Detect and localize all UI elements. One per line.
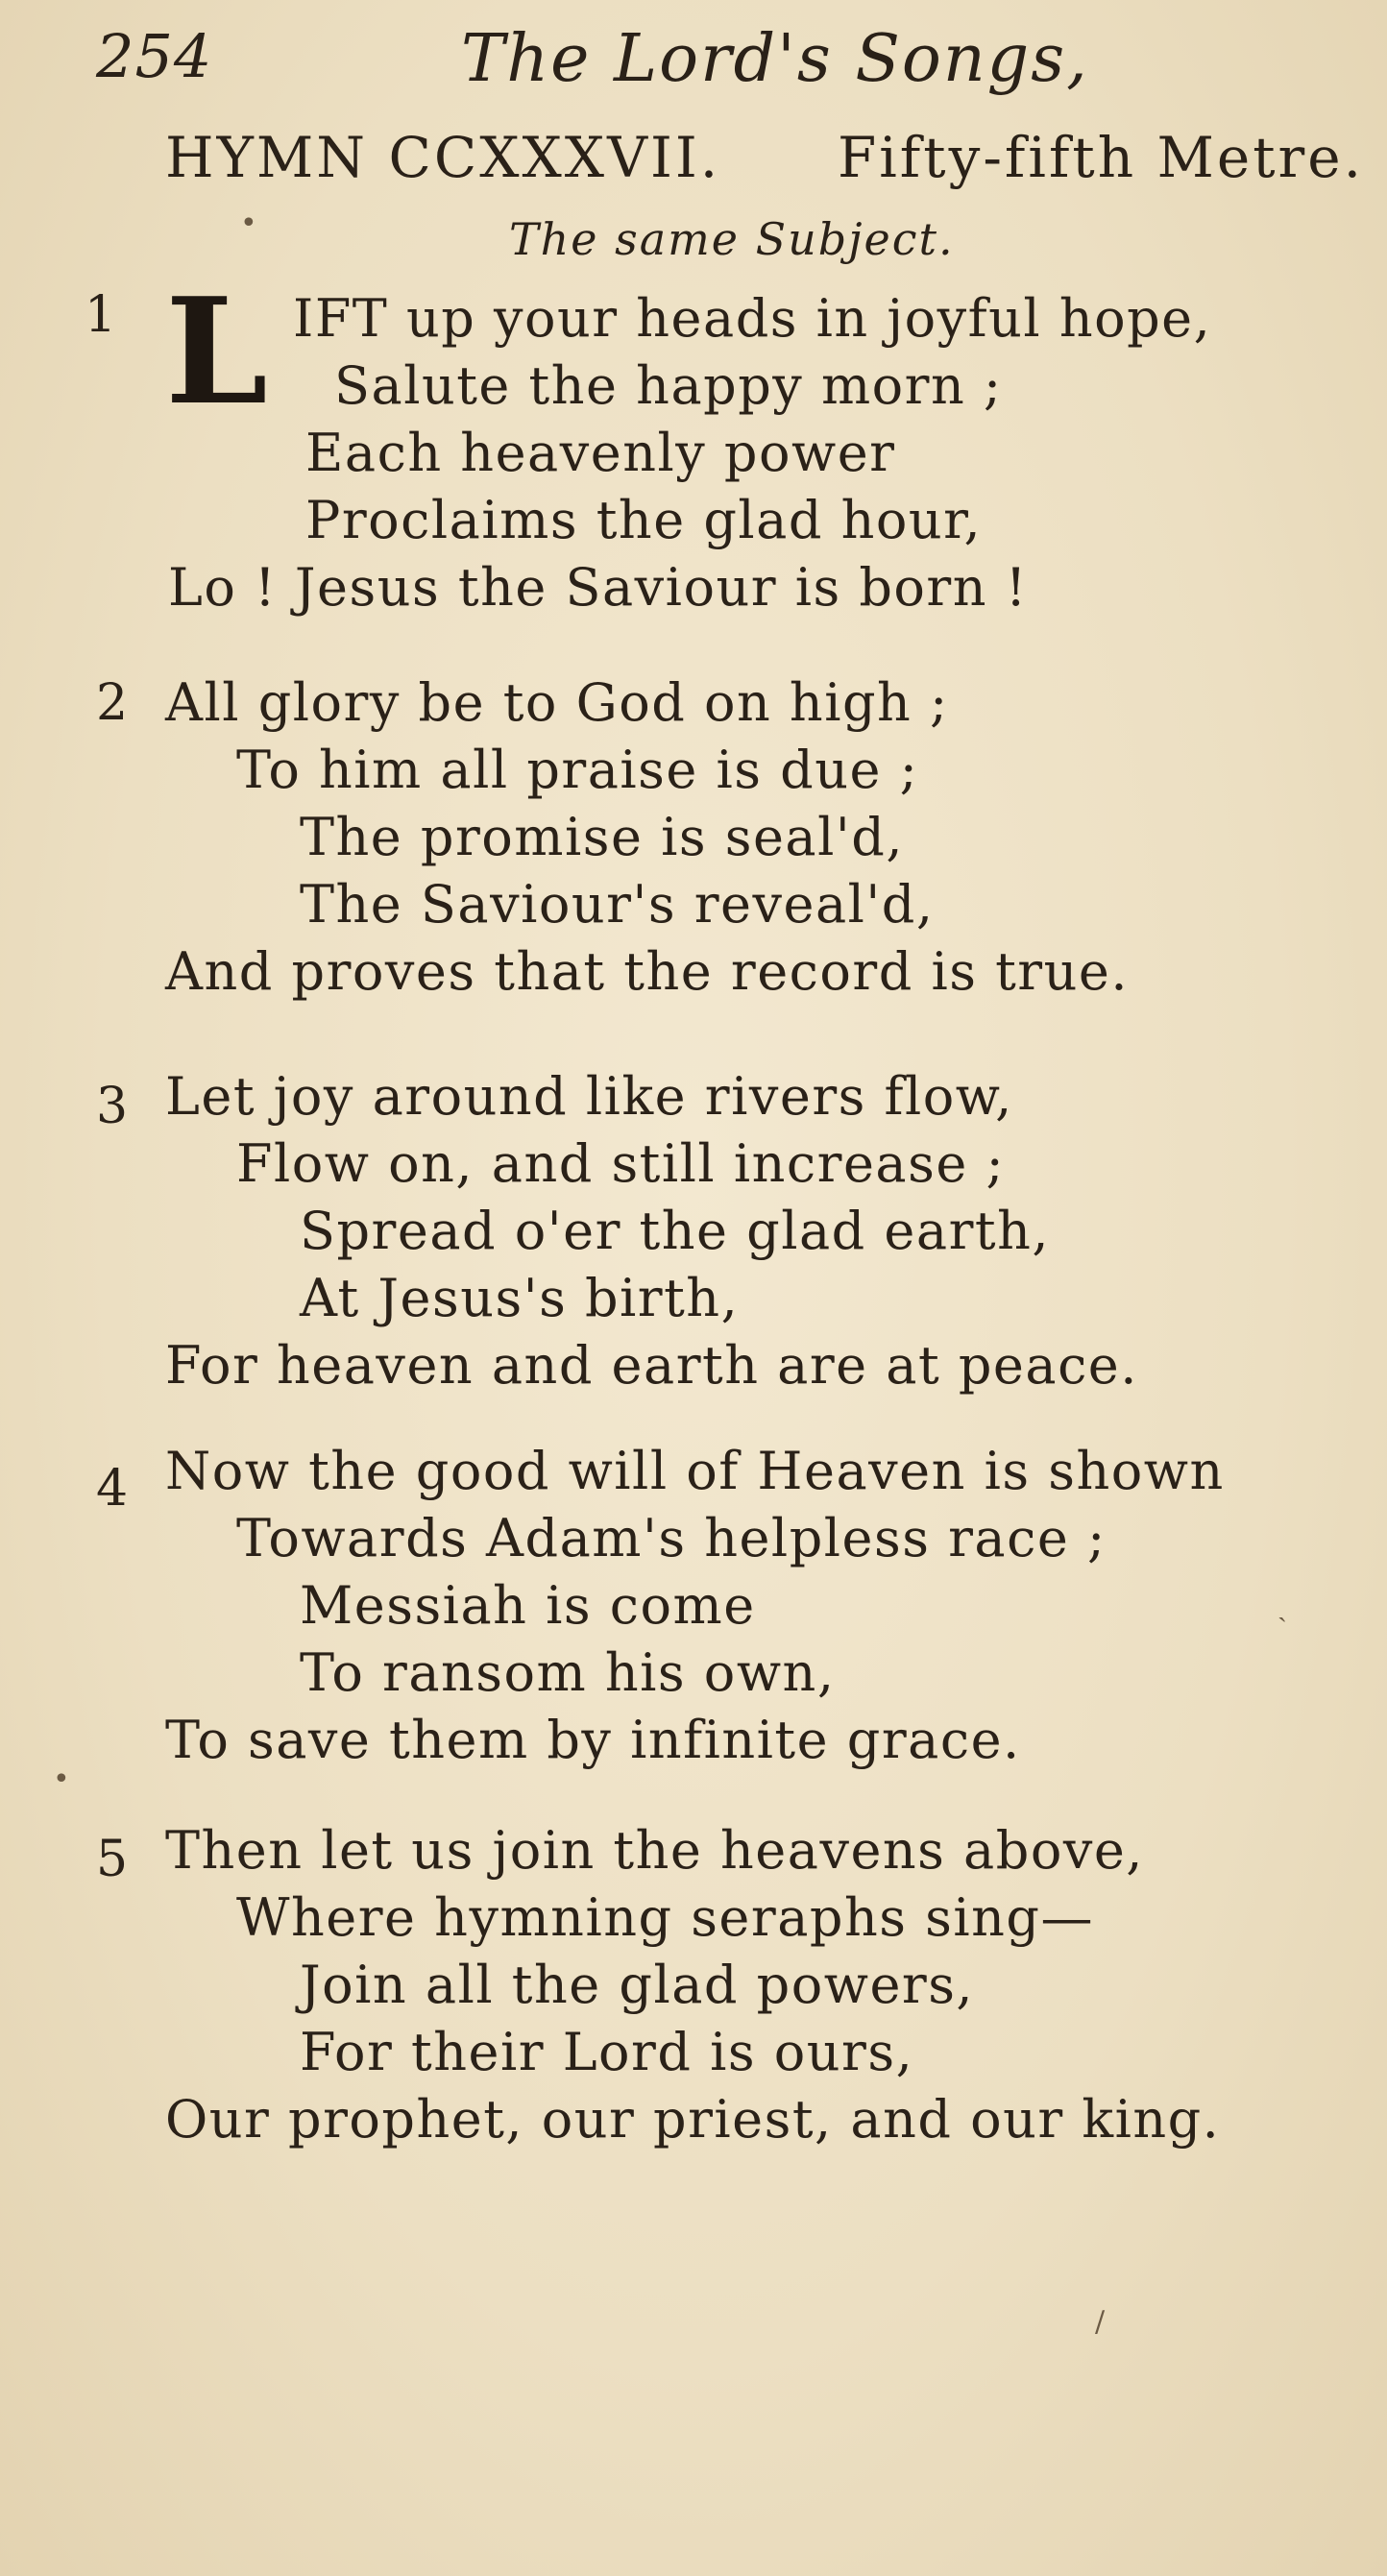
running-head: The Lord's Songs, (461, 21, 1089, 97)
hymn-title: HYMN CCXXXVII. (165, 125, 721, 190)
hymn-subject: The same Subject. (509, 213, 955, 265)
page-header (96, 21, 1287, 108)
verse-line: Join all the glad powers, (300, 1955, 975, 2015)
verse-line: All glory be to God on high ; (165, 672, 949, 733)
verse-line: Let joy around like rivers flow, (165, 1066, 1013, 1127)
verse-line: Where hymning seraphs sing— (236, 1887, 1094, 1948)
stanza-number: 3 (96, 1078, 129, 1135)
paper-speck: • (53, 1762, 70, 1796)
verse-line: Now the good will of Heaven is shown (165, 1441, 1225, 1501)
verse-line: Messiah is come (300, 1575, 756, 1636)
paper-speck: • (240, 207, 257, 240)
verse-line: To save them by infinite grace. (165, 1710, 1021, 1770)
stanza-number: 4 (96, 1460, 129, 1518)
verse-line: To him all praise is due ; (236, 740, 919, 800)
verse-line: For their Lord is ours, (300, 2022, 914, 2082)
verse-line: To ransom his own, (300, 1642, 836, 1703)
verse-line: The Saviour's reveal'd, (300, 874, 935, 935)
drop-cap: L (165, 265, 268, 437)
verse-line: At Jesus's birth, (300, 1268, 740, 1328)
stanza-number: 1 (85, 286, 117, 344)
page-number: 254 (96, 21, 213, 91)
stanza-number: 5 (96, 1831, 129, 1888)
verse-line: Spread o'er the glad earth, (300, 1201, 1051, 1261)
verse-line: Our prophet, our priest, and our king. (165, 2089, 1221, 2150)
verse-line: The promise is seal'd, (300, 807, 904, 867)
hymn-metre: Fifty-fifth Metre. (838, 125, 1365, 190)
hymn-heading (165, 125, 1365, 190)
stanza-number: 2 (96, 674, 129, 732)
verse-line: Towards Adam's helpless race ; (236, 1508, 1107, 1568)
verse-line: Salute the happy morn ; (334, 355, 1003, 416)
verse-line: Proclaims the glad hour, (305, 490, 983, 550)
paper-speck: / (1095, 2305, 1106, 2339)
verse-line: Flow on, and still increase ; (236, 1133, 1006, 1194)
verse-line: And proves that the record is true. (165, 941, 1130, 1002)
paper-speck: ˎ (1278, 1590, 1287, 1623)
verse-line: Each heavenly power (305, 423, 896, 483)
verse-line: Lo ! Jesus the Saviour is born ! (168, 557, 1028, 618)
verse-line: IFT up your heads in joyful hope, (293, 288, 1212, 349)
verse-line: For heaven and earth are at peace. (165, 1335, 1138, 1396)
verse-line: Then let us join the heavens above, (165, 1820, 1144, 1881)
